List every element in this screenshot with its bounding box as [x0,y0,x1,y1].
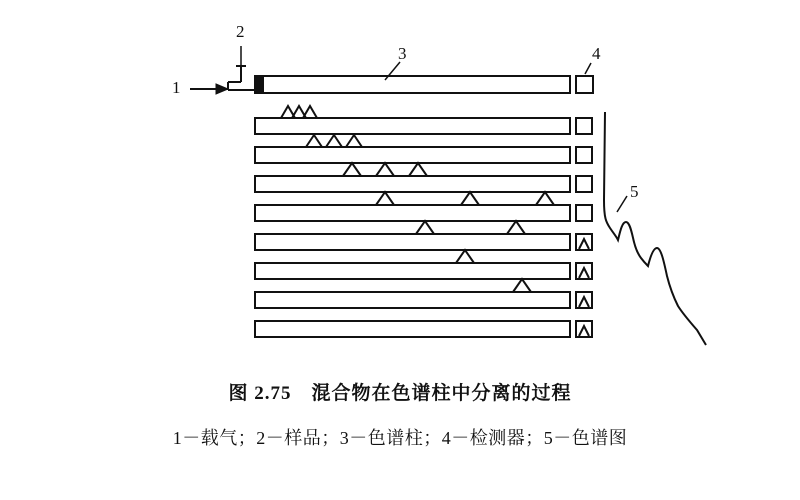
column-8-peaks [513,279,531,292]
chromatogram-curve [604,112,706,345]
figure-legend: 1－载气；2－样品；3－色谱柱；4－检测器；5－色谱图 [172,428,628,448]
callout-3: 3 [398,44,407,63]
figure-caption: 图 2.75 混合物在色谱柱中分离的过程 [228,383,572,404]
callout-leader-4 [585,63,591,74]
column-7-peaks [456,250,474,263]
detector-8 [576,292,592,308]
carrier-gas-inlet [190,84,228,94]
detector-1 [576,76,593,93]
detector-9 [576,321,592,337]
column-5 [255,205,570,221]
detector-9-signal [579,326,589,336]
column-3-peaks [306,135,362,147]
callout-leader-5 [617,196,627,212]
column-5-peaks [376,192,554,205]
column-2-peaks [281,106,317,118]
callout-1: 1 [172,78,181,97]
column-8 [255,292,570,308]
callout-leader-3 [385,62,400,80]
sample-injector [228,46,255,90]
column-6-peaks [416,221,525,234]
callout-5: 5 [630,182,639,201]
detector-6 [576,234,592,250]
column-3 [255,147,570,163]
detector-4 [576,176,592,192]
column-1 [255,76,570,93]
detector-5 [576,205,592,221]
detector-6-signal [579,239,589,249]
column-4-peaks [343,163,427,176]
column-1-inlet-plug [256,77,264,92]
callout-4: 4 [592,44,601,63]
column-9 [255,321,570,337]
column-6 [255,234,570,250]
column-2 [255,118,570,134]
detector-7-signal [579,268,589,278]
column-7 [255,263,570,279]
detector-7 [576,263,592,279]
callout-2: 2 [236,22,245,41]
detector-2 [576,118,592,134]
detector-8-signal [579,297,589,307]
column-4 [255,176,570,192]
detector-3 [576,147,592,163]
